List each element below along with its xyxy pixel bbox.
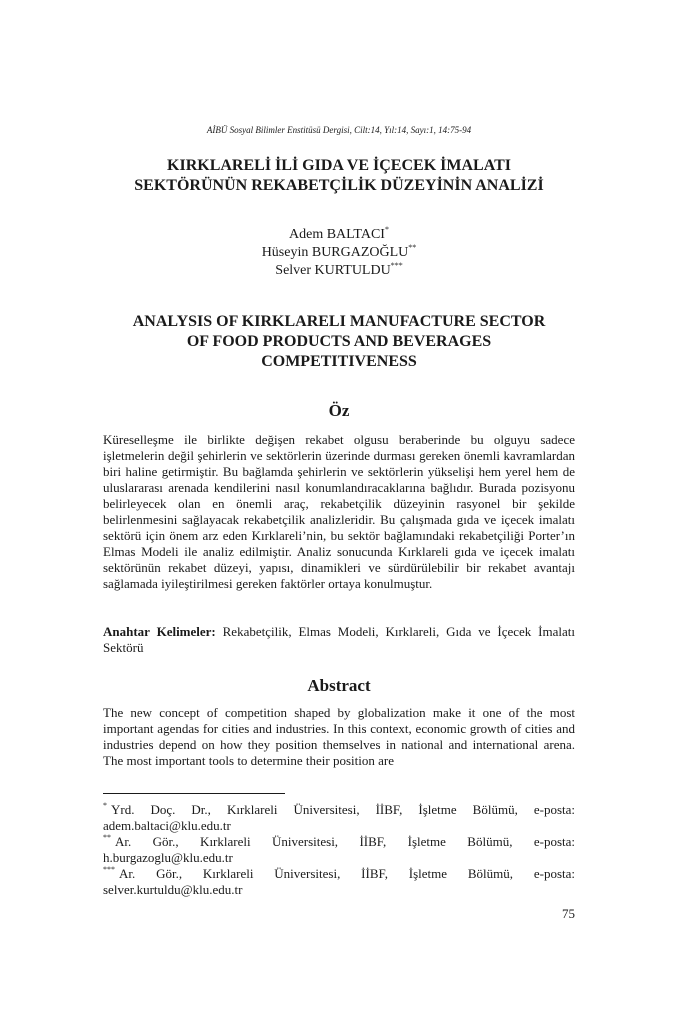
author-name: Adem BALTACI	[289, 227, 385, 242]
footnote-text: Yrd. Doç. Dr., Kırklareli Üniversitesi, İİBF, İşletme Bölümü, e-posta: adem.baltaci@klu.edu.tr	[103, 802, 575, 833]
title-turkish	[103, 156, 575, 196]
footnotes	[103, 802, 575, 898]
keywords-text: Rekabetçilik, Elmas Modeli, Kırklareli, Gıda ve İçecek İmalatı Sektörü	[103, 624, 575, 655]
keywords	[103, 624, 575, 656]
author-footnote-mark: ***	[390, 261, 403, 270]
title-english-line-3: COMPETITIVENESS	[261, 353, 417, 370]
footnote-3	[103, 866, 575, 898]
abstract-heading: Abstract	[307, 676, 371, 695]
footnote-2	[103, 834, 575, 866]
author-1	[103, 226, 575, 244]
author-list	[103, 226, 575, 280]
keywords-label: Anahtar Kelimeler:	[103, 624, 216, 639]
page-number: 75	[562, 906, 575, 921]
author-name: Selver KURTULDU	[275, 263, 391, 278]
abstract-paragraph: The new concept of competition shaped by globalization make it one of the most important agendas for cities and industries. In this context, economic growth of cities and industries depend on how they position themselves in national and international arena. The most important tools to determine their position are	[103, 705, 575, 768]
journal-header: AİBÜ Sosyal Bilimler Enstitüsü Dergisi, Cilt:14, Yıl:14, Sayı:1, 14:75-94	[206, 125, 472, 135]
footnote-text: Ar. Gör., Kırklareli Üniversitesi, İİBF, İşletme Bölümü, e-posta: h.burgazoglu@klu.edu.tr	[103, 834, 575, 865]
oz-heading: Öz	[328, 401, 350, 420]
author-2	[103, 244, 575, 262]
title-turkish-line-2: SEKTÖRÜNÜN REKABETÇİLİK DÜZEYİNİN ANALİZİ	[134, 177, 544, 194]
title-english-line-1: ANALYSIS OF KIRKLARELI MANUFACTURE SECTOR	[132, 313, 546, 330]
title-english	[103, 312, 575, 372]
footnote-1	[103, 802, 575, 834]
footnote-mark: ***	[103, 865, 115, 874]
author-3	[103, 262, 575, 280]
footnote-mark: **	[103, 833, 111, 842]
author-name: Hüseyin BURGAZOĞLU	[261, 245, 409, 260]
author-footnote-mark: **	[408, 243, 417, 252]
footnote-divider	[103, 793, 285, 794]
footnote-mark: *	[103, 801, 107, 810]
title-turkish-line-1: KIRKLARELİ İLİ GIDA VE İÇECEK İMALATI	[167, 157, 511, 174]
oz-paragraph: Küreselleşme ile birlikte değişen rekabet olgusu beraberinde bu olguyu sadece işletmelerin değil şehirlerin ve sektörlerin üzerinde durması gereken önemli kavramlardan biri haline getirmiştir. Bu bağlamda şehirlerin ve sektörlerin yükselişi hem yerel hem de uluslararası arenada kendilerini nasıl konumlandıracaklarına bağlıdır. Burada pozisyonu belirleyecek olan en önemli araç, rekabetçilik düzeyinin rasyonel bir şekilde belirlenmesini sağlayacak rekabetçilik analizleridir. Bu çalışmada gıda ve içecek imalatı sektörü için önem arz eden Kırklareli’nin, bu sektör bağlamındaki rekabetçiliği Porter’ın Elmas Modeli ile analiz edilmiştir. Analiz sonucunda Kırklareli gıda ve içecek imalatı sektörünün rekabet düzeyi, yapısı, dinamikleri ve sürdürülebilir bir rekabet avantajı sağlamada iyileştirilmesi gereken faktörler ortaya konulmuştur.	[103, 432, 575, 591]
title-english-line-2: OF FOOD PRODUCTS AND BEVERAGES	[186, 333, 492, 350]
footnote-text: Ar. Gör., Kırklareli Üniversitesi, İİBF, İşletme Bölümü, e-posta: selver.kurtuldu@klu.edu.tr	[103, 866, 575, 897]
author-footnote-mark: *	[384, 225, 389, 234]
